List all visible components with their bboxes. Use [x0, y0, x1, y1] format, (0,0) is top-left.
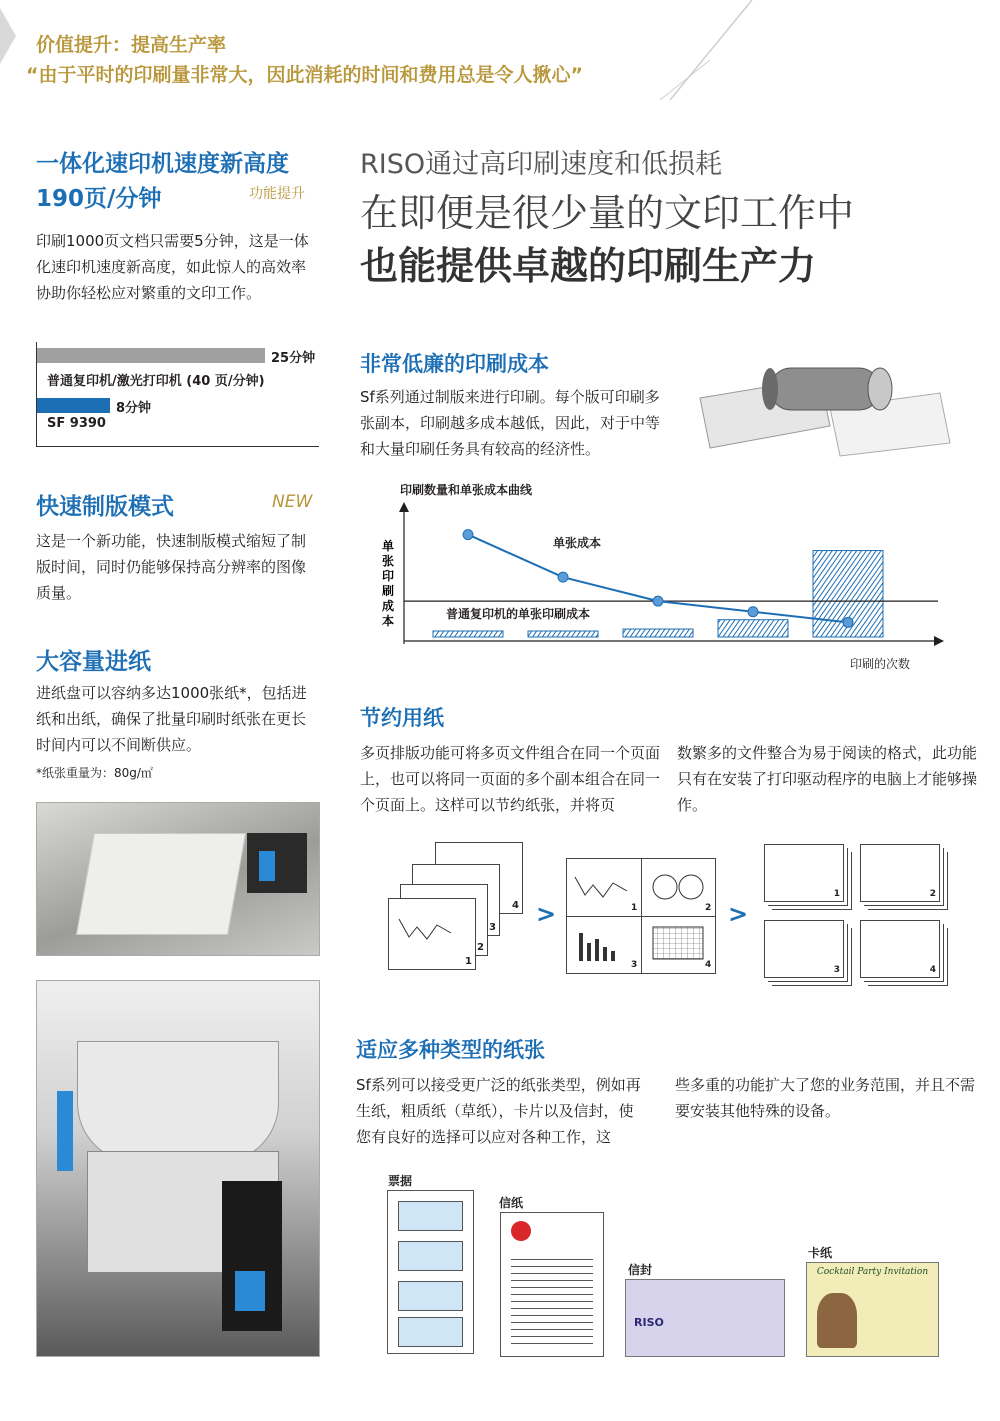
- copier-cost-label: 普通复印机的单张印刷成本: [446, 607, 591, 622]
- y-axis-label-char: 印: [382, 569, 395, 583]
- paper-types-body-right: 些多重的功能扩大了您的业务范围，并且不需要安装其他特殊的设备。: [675, 1076, 976, 1120]
- y-axis-label-char: 单: [382, 539, 395, 553]
- save-paper-body-right: 数繁多的文件整合为易于阅读的格式，此功能只有在安装了打印驱动程序的电脑上才能够操作。: [677, 744, 978, 814]
- bar-copier-value: 25分钟: [271, 351, 316, 366]
- label-ticket: 票据: [388, 1174, 413, 1188]
- unit-cost-label: 单张成本: [553, 536, 602, 551]
- single-page-3: 3: [412, 864, 500, 936]
- paper-stack: [718, 620, 788, 637]
- single-page-4: 4: [435, 842, 523, 914]
- paper-types-title: 适应多种类型的纸张: [356, 1038, 545, 1062]
- header-quote: “由于平时的印刷量非常大，因此消耗的时间和费用总是令人揪心”: [26, 64, 583, 86]
- arrow-1: >: [536, 900, 557, 928]
- paper-stack: [623, 629, 693, 637]
- bar-copier: [37, 348, 265, 363]
- label-envelope: 信封: [628, 1263, 653, 1277]
- data-point: [843, 617, 853, 627]
- card-title: Cocktail Party Invitation: [816, 1267, 929, 1277]
- nup-sheet: 1 2 3 4: [566, 858, 716, 974]
- single-page-1: 1: [388, 898, 476, 970]
- low-cost-body: Sf系列通过制版来进行印刷。每个版可印刷多张副本，印刷越多成本越低，因此，对于中等和大量印刷任务具有较高的经济性。: [360, 388, 661, 458]
- y-axis-arrow: [399, 502, 409, 512]
- feeder-note: *纸张重量为：80g/㎡: [36, 766, 153, 780]
- x-axis-arrow: [934, 636, 944, 646]
- bar-sf-value: 8分钟: [116, 401, 152, 416]
- card-sample: [806, 1262, 939, 1357]
- label-card: 卡纸: [808, 1246, 833, 1260]
- feeder-body: 进纸盘可以容纳多达1000张纸*，包括进纸和出纸，确保了批量印刷时纸张在更长时间内可以不间断供应。: [36, 684, 307, 754]
- drum-illustration: [680, 348, 960, 458]
- bar-sf-label: SF 9390: [47, 416, 106, 431]
- data-point: [748, 607, 758, 617]
- y-axis-label-char: 成: [382, 599, 395, 613]
- corner-triangle: [0, 8, 16, 64]
- speed-subtitle: 190页/分钟: [36, 186, 162, 212]
- data-point: [558, 572, 568, 582]
- speed-body: 印刷1000页文档只需要5分钟，这是一体化速印机速度新高度，如此惊人的高效率协助你轻松应对繁重的文印工作。: [36, 232, 309, 302]
- arrow-2: >: [728, 900, 749, 928]
- speed-bar-chart: [36, 342, 319, 447]
- save-paper-body-left: 多页排版功能可将多页文件组合在同一个页面上，也可以将同一页面的多个副本组合在同一个页面上。这样可以节约纸张，并将页: [360, 744, 661, 814]
- ticket-sample: [387, 1190, 474, 1354]
- y-axis-label-char: 刷: [382, 584, 395, 598]
- bar-copier-label: 普通复印机/激光打印机 (40 页/分钟): [47, 374, 265, 389]
- cost-chart: [360, 478, 960, 678]
- chart-title: 印刷数量和单张成本曲线: [400, 483, 533, 497]
- paper-types-body-left: Sf系列可以接受更广泛的纸张类型，例如再生纸，粗质纸（草纸），卡片以及信封，使您有良好的选择可以应对各种工作，这: [356, 1076, 641, 1146]
- stack-page-2: 2: [860, 844, 940, 902]
- low-cost-title: 非常低廉的印刷成本: [360, 352, 549, 376]
- fast-mode-badge: NEW: [272, 492, 313, 512]
- y-axis-label: [382, 538, 394, 628]
- stack-page-3: 3: [764, 920, 844, 978]
- stack-page-4: 4: [860, 920, 940, 978]
- envelope-logo: RISO: [634, 1316, 664, 1329]
- printer-output-photo: [36, 980, 320, 1357]
- hero-line2: 在即便是很少量的文印工作中: [360, 191, 855, 235]
- header-diagonal-lines: [640, 0, 760, 100]
- paper-tray-photo: [36, 802, 320, 956]
- single-page-2: 2: [400, 884, 488, 956]
- feeder-title: 大容量进纸: [36, 649, 151, 675]
- letter-sample: [500, 1212, 604, 1357]
- stack-page-1: 1: [764, 844, 844, 902]
- save-paper-title: 节约用纸: [360, 706, 444, 730]
- speed-badge: 功能提升: [249, 186, 305, 202]
- fast-mode-title: 快速制版模式: [36, 494, 174, 520]
- paper-stack: [528, 631, 598, 637]
- hero-line1: RISO通过高印刷速度和低损耗: [360, 149, 723, 180]
- label-letter: 信纸: [499, 1196, 524, 1210]
- envelope-sample: [625, 1279, 785, 1357]
- hero-line3: 也能提供卓越的印刷生产力: [360, 244, 817, 288]
- bar-sf: [37, 398, 110, 413]
- speed-title: 一体化速印机速度新高度: [36, 151, 289, 177]
- data-point: [653, 596, 663, 606]
- x-axis-label: 印刷的次数: [850, 657, 911, 671]
- fast-mode-body: 这是一个新功能，快速制版模式缩短了制版时间，同时仍能够保持高分辨率的图像质量。: [36, 532, 307, 602]
- header-title: 价值提升：提高生产率: [36, 34, 227, 56]
- data-point: [463, 530, 473, 540]
- y-axis-label-char: 张: [382, 554, 395, 568]
- nup-diagram: [360, 840, 960, 990]
- paper-stack: [433, 631, 503, 637]
- y-axis-label-char: 本: [382, 614, 395, 628]
